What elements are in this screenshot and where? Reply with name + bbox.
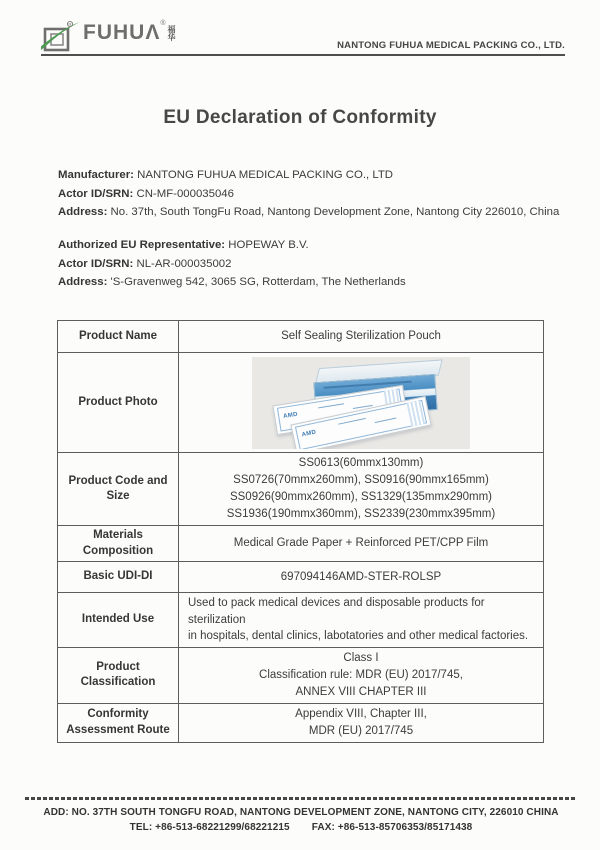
info-label: Manufacturer: (58, 169, 134, 181)
row-value-cell (179, 647, 544, 703)
footer-fax: FAX: +86-513-85706353/85171438 (311, 821, 473, 833)
row-value-cell (179, 562, 544, 593)
company-name: NANTONG FUHUA MEDICAL PACKING CO., LTD. (337, 40, 565, 51)
cell-line: Appendix VIII, Chapter III, (295, 707, 427, 720)
row-value-cell (179, 526, 544, 562)
cell-line: SS0613(60mmx130mm) (298, 457, 424, 469)
table-row (58, 703, 544, 742)
row-header-cell: Product Classification (58, 647, 179, 703)
row-value-cell (179, 703, 544, 742)
info-line (58, 185, 560, 204)
info-value: NL-AR-000035002 (133, 257, 232, 270)
row-header-cell: Product Code and Size (58, 453, 179, 526)
info-value: No. 37th, South TongFu Road, Nantong Development Zone, Nantong City 226010, China (107, 206, 560, 219)
info-label: Address: (58, 276, 108, 289)
row-header-cell: Materials Composition (58, 526, 179, 562)
info-label: Authorized EU Representative: (58, 239, 226, 251)
table-row (58, 353, 544, 453)
manufacturer-block (58, 166, 560, 222)
row-header-cell: Product Photo (58, 353, 179, 453)
cell-line: SS0926(90mmx260mm), SS1329(135mmx290mm) (229, 491, 493, 503)
info-value: CN-MF-000035046 (133, 187, 234, 200)
header (41, 17, 565, 56)
cell-line: MDR (EU) 2017/745 (308, 724, 414, 737)
info-line (58, 166, 560, 185)
cell-line: Used to pack medical devices and disposable products for sterilization (188, 597, 485, 626)
row-value-cell (179, 593, 544, 648)
declaration-table (57, 320, 544, 743)
table-row (58, 321, 544, 353)
row-header-cell: Conformity Assessment Route (58, 703, 179, 742)
table-row (58, 526, 544, 562)
row-value-cell (179, 353, 544, 453)
cell-line: Classification rule: MDR (EU) 2017/745, (259, 668, 463, 681)
page-title: EU Declaration of Conformity (163, 107, 437, 128)
logo-cn-bottom: 华 (167, 33, 176, 42)
info-line (58, 203, 560, 222)
table-row (58, 453, 544, 526)
footer-tel: TEL: +86-513-68221299/68221215 (129, 821, 290, 833)
info-line (58, 236, 560, 255)
product-photo (252, 357, 470, 449)
info-line (58, 273, 560, 292)
company-logo (41, 18, 176, 56)
cell-line: SS1936(190mmx360mm), SS2339(230mmx395mm) (226, 508, 496, 520)
footer-divider (25, 797, 577, 800)
info-label: Address: (58, 206, 108, 219)
row-header-cell: Product Name (58, 321, 179, 353)
info-label: Actor ID/SRN: (58, 187, 134, 200)
info-line (58, 255, 560, 274)
table-row (58, 593, 544, 648)
row-header-cell: Basic UDI-DI (58, 562, 179, 593)
cell-line: in hospitals, dental clinics, labotatories and other medical factories. (188, 630, 529, 642)
info-value: 'S-Gravenweg 542, 3065 SG, Rotterdam, The Netherlands (107, 276, 406, 289)
footer-contact (25, 820, 577, 835)
cell-line: SS0726(70mmx260mm), SS0916(90mmx165mm) (233, 474, 489, 486)
pouch-brand-text: AMD (282, 411, 299, 420)
footer-address: ADD: NO. 37TH SOUTH TONGFU ROAD, NANTONG DEVELOPMENT ZONE, NANTONG CITY, 226010 CHINA (43, 806, 559, 818)
page-footer (25, 797, 577, 835)
table-row (58, 562, 544, 593)
logo-cn-text (168, 26, 176, 42)
cell-line: Class I (343, 651, 379, 664)
representative-block (58, 236, 560, 292)
info-value: NANTONG FUHUA MEDICAL PACKING CO., LTD (133, 169, 394, 181)
row-value-cell (179, 453, 544, 526)
cell-line: 697094146AMD-STER-ROLSP (280, 570, 442, 583)
row-value-cell (179, 321, 544, 353)
brand-text: FUHUΛ (83, 21, 161, 44)
logo-cn-top: 福 (167, 25, 176, 34)
cell-line: ANNEX VIII CHAPTER III (295, 685, 427, 698)
row-header-cell: Intended Use (58, 593, 179, 648)
table-row (58, 647, 544, 703)
cell-line: Medical Grade Paper + Reinforced PET/CPP Film (233, 537, 489, 549)
registered-mark: ® (160, 20, 166, 27)
fuhua-logo-mark-icon (41, 18, 81, 56)
pouch-brand-text: AMD (301, 429, 317, 438)
info-value: HOPEWAY B.V. (225, 239, 309, 251)
cell-line: Self Sealing Sterilization Pouch (281, 330, 441, 342)
svg-text:R: R (68, 22, 72, 28)
info-label: Actor ID/SRN: (58, 257, 134, 270)
